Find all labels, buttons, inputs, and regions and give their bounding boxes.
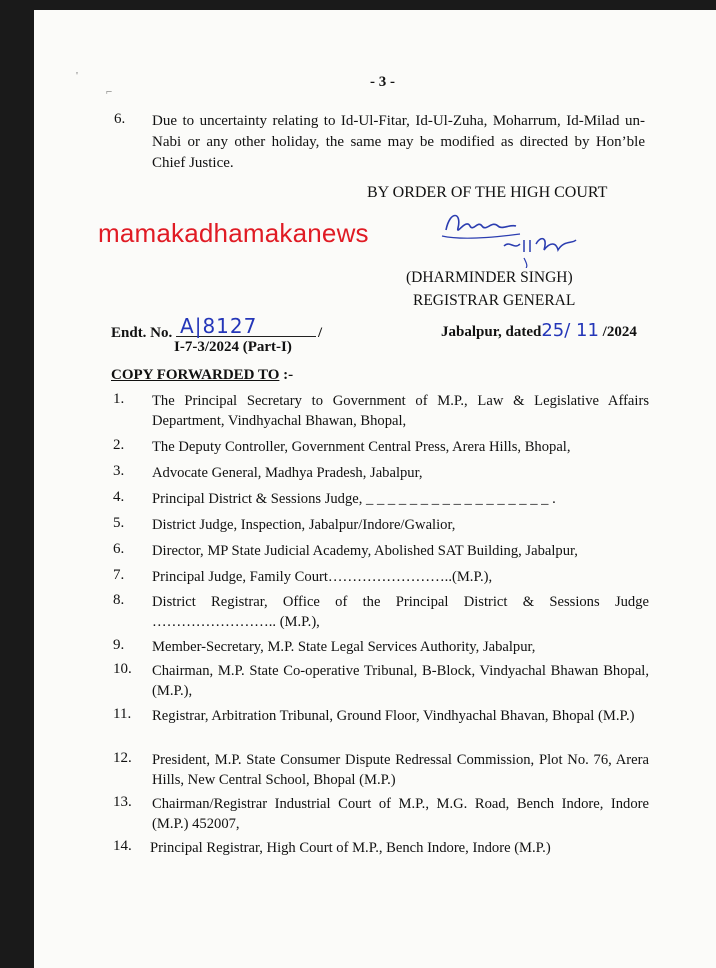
margin-mark: ⌐ xyxy=(106,86,113,98)
signature-icon xyxy=(440,206,610,268)
page-number: - 3 - xyxy=(370,74,395,90)
handwritten-month: / 11 xyxy=(564,320,599,341)
list-item-number: 6. xyxy=(113,541,125,557)
list-item-number: 8. xyxy=(113,592,125,608)
list-item-number: 9. xyxy=(113,637,125,653)
list-item-text: District Judge, Inspection, Jabalpur/Indore/Gwalior, xyxy=(152,517,456,533)
list-item-number: 12. xyxy=(113,750,132,766)
list-item-number: 10. xyxy=(113,661,132,677)
endorsement-label: Endt. No. xyxy=(111,325,173,341)
list-item-number: 11. xyxy=(113,706,132,722)
document-page xyxy=(34,10,716,968)
list-item-text: Member-Secretary, M.P. State Legal Services Authority, Jabalpur, xyxy=(152,639,536,655)
list-item-number: 1. xyxy=(113,391,125,407)
list-item-number: 4. xyxy=(113,489,125,505)
list-item-number: 2. xyxy=(113,437,125,453)
endorsement-number-field xyxy=(176,314,316,338)
list-item-text: The Deputy Controller, Government Central Press, Arera Hills, Bhopal, xyxy=(152,439,571,455)
list-item-text: Chairman, M.P. State Co-operative Tribunal, B-Block, Vindyachal Bhawan Bhopal, (M.P.), xyxy=(152,663,649,699)
handwritten-day: 25 xyxy=(541,320,565,341)
clause-text: Due to uncertainty relating to Id-Ul-Fitar, Id-Ul-Zuha, Moharrum, Id-Milad un-Nabi or any other holiday, the same may be modified as directed by Hon’ble Chief Justice. xyxy=(152,113,645,171)
list-item-text: President, M.P. State Consumer Dispute Redressal Commission, Plot No. 76, Arera Hills, New Central School, Bhopal (M.P.) xyxy=(152,752,649,788)
copy-forwarded-suffix: :- xyxy=(279,367,294,383)
margin-mark: ' xyxy=(76,70,78,82)
endorsement-slash: / xyxy=(318,325,323,341)
list-item-text: Chairman/Registrar Industrial Court of M.P., M.G. Road, Bench Indore, Indore (M.P.) 452007, xyxy=(152,796,649,832)
list-item-text: Principal District & Sessions Judge, _ _ _ _ _ _ _ _ _ _ _ _ _ _ _ _ _ . xyxy=(152,491,556,507)
copy-forwarded-heading xyxy=(111,367,293,384)
by-order-line: BY ORDER OF THE HIGH COURT xyxy=(367,184,608,201)
list-item-number: 3. xyxy=(113,463,125,479)
list-item-text: Principal Judge, Family Court……………………..(M.P.), xyxy=(152,569,493,585)
signatory-title: REGISTRAR GENERAL xyxy=(413,292,576,309)
list-item-text: Advocate General, Madhya Pradesh, Jabalpur, xyxy=(152,465,423,481)
watermark-text: mamakadhamakanews xyxy=(98,218,369,248)
date-label: Jabalpur, dated xyxy=(441,324,542,340)
list-item-text: Director, MP State Judicial Academy, Abolished SAT Building, Jabalpur, xyxy=(152,543,578,559)
list-item-text: Principal Registrar, High Court of M.P., Bench Indore, Indore (M.P.) xyxy=(150,840,551,856)
list-item-number: 7. xyxy=(113,567,125,583)
signatory-name: (DHARMINDER SINGH) xyxy=(406,269,573,286)
list-item-text: The Principal Secretary to Government of M.P., Law & Legislative Affairs Department, Vindhyachal Bhawan, Bhopal, xyxy=(152,393,649,429)
dated-line xyxy=(441,320,637,341)
date-year: /2024 xyxy=(602,324,637,340)
list-item-text: Registrar, Arbitration Tribunal, Ground Floor, Vindhyachal Bhavan, Bhopal (M.P.) xyxy=(152,708,635,724)
handwritten-number: A|8127 xyxy=(180,314,258,338)
list-item-number: 14. xyxy=(113,838,132,854)
list-item-text: District Registrar, Office of the Principal District & Sessions Judge …………………….. (M.P.), xyxy=(152,594,649,630)
list-item-number: 5. xyxy=(113,515,125,531)
clause-number: 6. xyxy=(114,111,126,127)
list-item-number: 13. xyxy=(113,794,132,810)
file-reference: I-7-3/2024 (Part-I) xyxy=(174,339,292,355)
copy-forwarded-label: COPY FORWARDED TO xyxy=(111,367,280,383)
